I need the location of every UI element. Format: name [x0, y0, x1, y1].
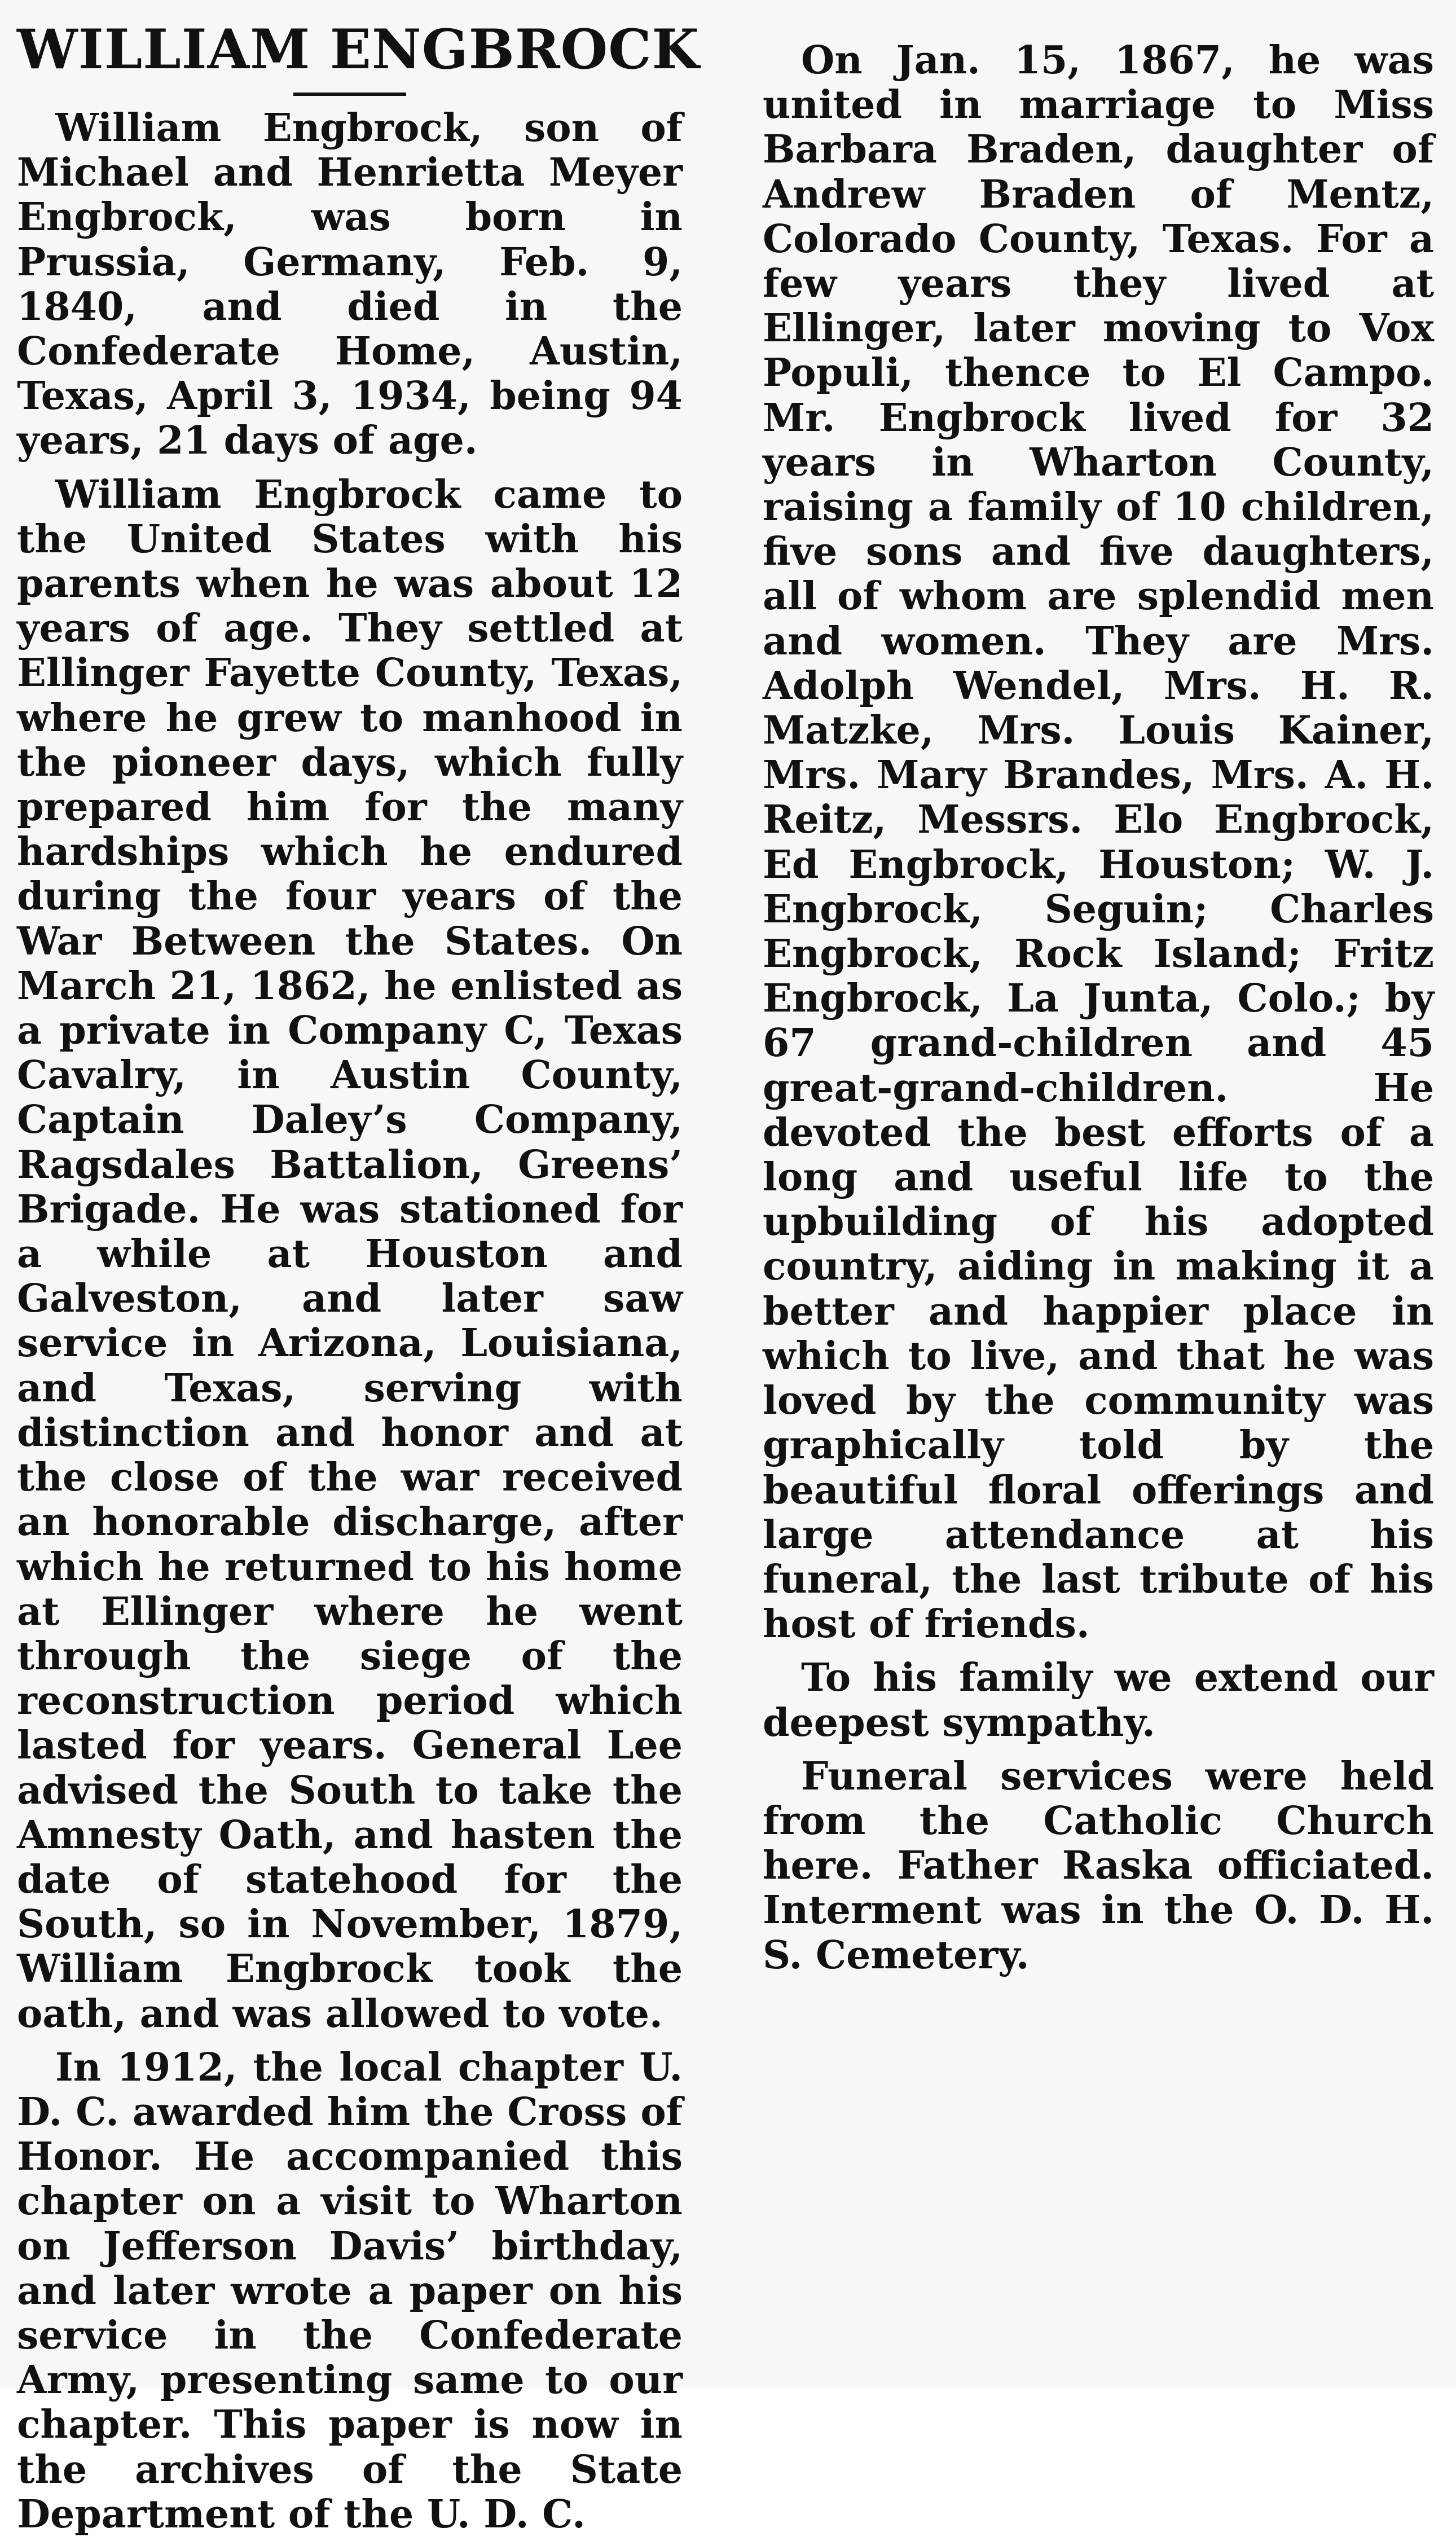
right-column — [763, 38, 1434, 1987]
paragraph-sympathy: To his family we extend our deepest sympathy. — [763, 1655, 1434, 1745]
paragraph-military-service: William Engbrock came to the United States with his parents when he was about 12 years of age. They settled at Ellinger Fayette County, Texas, where he grew to manhood in the pioneer days, which fully prepared him for the many hardships which he endured during the four years of the War Between the States. On March 21, 1862, he enlisted as a private in Company C, Texas Cavalry, in Austin County, Captain Daley’s Company, Ragsdales Battalion, Greens’ Brigade. He was stationed for a while at Houston and Galveston, and later saw service in Arizona, Louisiana, and Texas, serving with distinction and honor and at the close of the war received an honorable discharge, after which he returned to his home at Ellinger where he went through the siege of the reconstruction period which lasted for years. General Lee advised the South to take the Amnesty Oath, and hasten the date of statehood for the South, so in November, 1879, William Engbrock took the oath, and was allowed to vote. — [17, 472, 683, 2037]
paragraph-birth-death: William Engbrock, son of Michael and Henrietta Meyer Engbrock, was born in Prussia, Germany, Feb. 9, 1840, and died in the Confederate Home, Austin, Texas, April 3, 1934, being 94 years, 21 days of age. — [17, 105, 683, 464]
paragraph-cross-of-honor: In 1912, the local chapter U. D. C. awarded him the Cross of Honor. He accompanied this chapter on a visit to Wharton on Jefferson Davis’ birthday, and later wrote a paper on his service in the Confederate Army, presenting same to our chapter. This paper is now in the archives of the State Department of the U. D. C. — [17, 2044, 683, 2537]
title-rule — [293, 93, 406, 96]
left-column — [17, 16, 700, 2546]
paragraph-funeral: Funeral services were held from the Catholic Church here. Father Raska officiated. Interment was in the O. D. H. S. Cemetery. — [763, 1753, 1434, 1978]
paragraph-marriage-family: On Jan. 15, 1867, he was united in marriage to Miss Barbara Braden, daughter of Andrew Braden of Mentz, Colorado County, Texas. For a few years they lived at Ellinger, later moving to Vox Populi, thence to El Campo. Mr. Engbrock lived for 32 years in Wharton County, raising a family of 10 children, five sons and five daughters, all of whom are splendid men and women. They are Mrs. Adolph Wendel, Mrs. H. R. Matzke, Mrs. Louis Kainer, Mrs. Mary Brandes, Mrs. A. H. Reitz, Messrs. Elo Engbrock, Ed Engbrock, Houston; W. J. Engbrock, Seguin; Charles Engbrock, Rock Island; Fritz Engbrock, La Junta, Colo.; by 67 grand-children and 45 great-grand-children. He devoted the best efforts of a long and useful life to the upbuilding of his adopted country, aiding in making it a better and happier place in which to live, and that he was loved by the community was graphically told by the beautiful floral offerings and large attendance at his funeral, the last tribute of his host of friends. — [763, 38, 1434, 1647]
article-title: WILLIAM ENGBROCK — [17, 17, 700, 81]
